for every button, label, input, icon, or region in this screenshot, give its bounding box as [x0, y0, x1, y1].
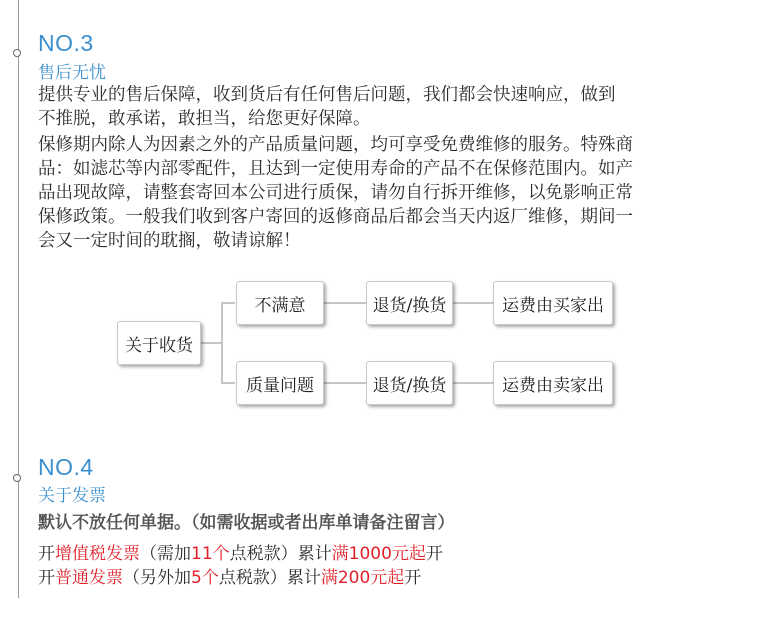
- text-segment: 开: [38, 568, 55, 588]
- text-segment: 开: [404, 568, 422, 588]
- timeline-node-4: [13, 474, 21, 482]
- text-segment: 开: [425, 544, 443, 564]
- normal-invoice-line: [38, 563, 421, 588]
- section-3-subtitle: 售后无忧: [38, 63, 106, 83]
- flow-shipping-seller: 运费由卖家出: [493, 361, 613, 405]
- normal-min-amount: 满200元起: [320, 568, 405, 588]
- normal-tax-rate: 5个: [191, 568, 219, 588]
- para-line: 会又一定时间的耽搁，敬请谅解！: [38, 231, 301, 251]
- connector: [221, 382, 235, 384]
- text-segment: 开: [38, 544, 55, 564]
- normal-invoice-label: 普通发票: [55, 568, 123, 588]
- connector: [200, 342, 222, 344]
- vat-invoice-label: 增值税发票: [55, 544, 140, 564]
- timeline-line: [18, 0, 19, 598]
- text-segment: （另外加: [123, 568, 191, 588]
- flow-return-exchange-2: 退货/换货: [366, 361, 453, 405]
- vat-tax-rate: 11个: [191, 544, 230, 564]
- connector: [221, 302, 235, 304]
- para-line: 不推脱，敢承诺，敢担当，给您更好保障。: [38, 109, 371, 129]
- timeline-node-3: [13, 49, 21, 57]
- connector: [324, 382, 366, 384]
- para-line: 品出现故障，请整套寄回本公司进行质保，请勿自行拆开维修，以免影响正常: [38, 183, 633, 203]
- para-line: 保修期内除人为因素之外的产品质量问题，均可享受免费维修的服务。特殊商: [38, 135, 633, 155]
- section-3-number: NO.3: [38, 30, 94, 56]
- text-segment: 点税款）累计: [218, 568, 321, 588]
- flow-shipping-buyer: 运费由买家出: [493, 281, 613, 325]
- section-4-subtitle: 关于发票: [38, 486, 106, 506]
- text-segment: 点税款）累计: [229, 544, 332, 564]
- section-4-number: NO.4: [38, 454, 94, 480]
- flow-root-receipt: 关于收货: [117, 321, 201, 365]
- para-line: 保修政策。一般我们收到客户寄回的返修商品后都会当天内返厂维修，期间一: [38, 207, 633, 227]
- vat-min-amount: 满1000元起: [331, 544, 426, 564]
- connector: [453, 302, 493, 304]
- vat-invoice-line: [38, 539, 443, 564]
- connector: [221, 302, 223, 384]
- after-sales-paragraph-2: [38, 133, 738, 253]
- connector: [324, 302, 366, 304]
- invoice-default-note: 默认不放任何单据。（如需收据或者出库单请备注留言）: [38, 513, 455, 533]
- after-sales-paragraph-1: [38, 83, 738, 131]
- connector: [453, 382, 493, 384]
- flow-quality-issue: 质量问题: [236, 361, 324, 405]
- flow-return-exchange-1: 退货/换货: [366, 281, 453, 325]
- para-line: 提供专业的售后保障，收到货后有任何售后问题，我们都会快速响应，做到: [38, 85, 616, 105]
- para-line: 品：如滤芯等内部零配件，且达到一定使用寿命的产品不在保修范围内。如产: [38, 159, 633, 179]
- text-segment: （需加: [140, 544, 191, 564]
- flow-unsatisfied: 不满意: [236, 281, 324, 325]
